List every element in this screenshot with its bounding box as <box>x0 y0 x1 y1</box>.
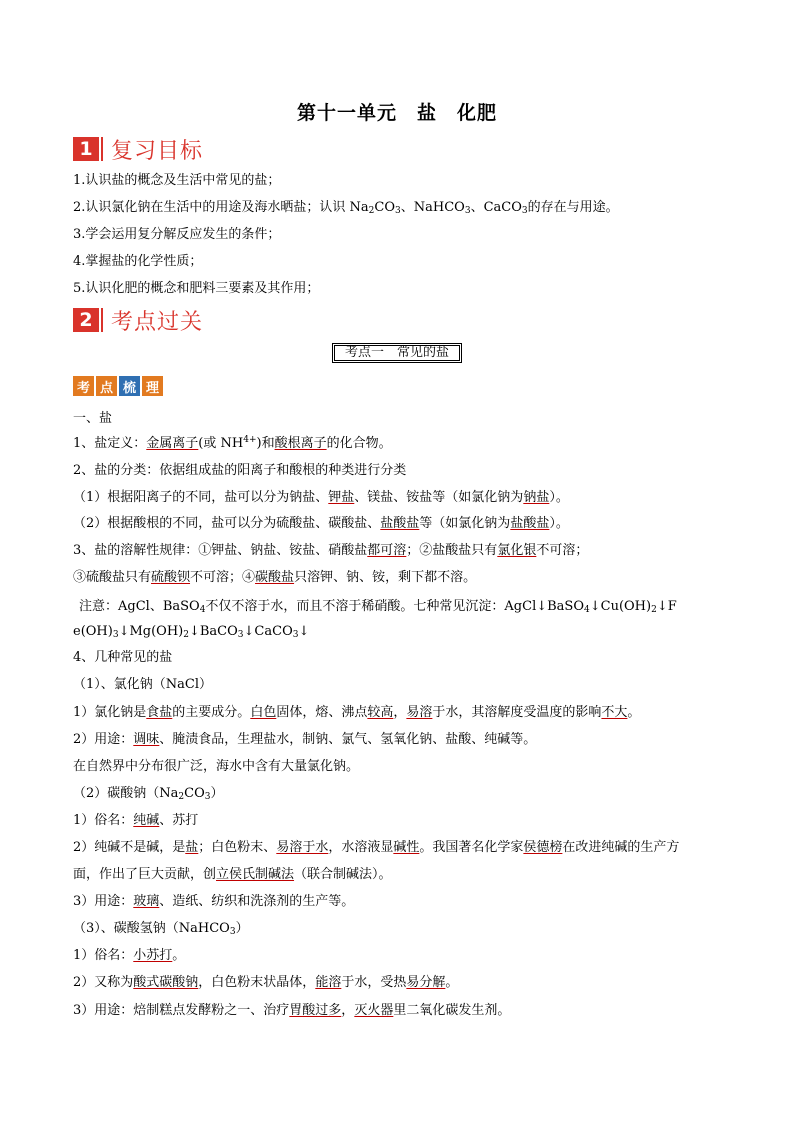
section-review-goals <box>73 136 203 162</box>
line-na2co3-1: 1）俗名：纯碱、苏打 <box>73 813 199 828</box>
line-anion: （2）根据酸根的不同，盐可以分为硫酸盐、碳酸盐、盐酸盐等（如氯化钠为盐酸盐）。 <box>73 516 569 531</box>
section-title: 复习目标 <box>111 138 204 164</box>
line-nahco3-1: 1）俗名：小苏打。 <box>73 948 186 963</box>
section-number-badge: 1 <box>73 137 101 161</box>
kaodian-box: 考点一 常见的盐 <box>332 343 462 363</box>
line-note: 注意：AgCl、BaSO$_4$不仅不溶于水，而且不溶于稀硝酸。七种常见沉淀：$AgCl↓BaSO_4↓Cu(OH)_2↓F$ <box>79 599 677 615</box>
heading-common-salts: 4、几种常见的盐 <box>73 650 173 665</box>
goal-3: 3.学会运用复分解反应发生的条件； <box>73 227 281 242</box>
line-classification: 2、盐的分类：依据组成盐的阳离子和酸根的种类进行分类 <box>73 463 407 478</box>
line-na2co3-2: 2）纯碱不是碱，是盐；白色粉末、易溶于水，水溶液显碱性。我国著名化学家侯德榜在改进纯碱的生产方 <box>73 840 680 855</box>
line-na2co3-3: 面，作出了巨大贡献，创立侯氏制碱法（联合制碱法）。 <box>73 867 392 882</box>
line-na2co3-4: 3）用途：玻璃、造纸、纺织和洗涤剂的生产等。 <box>73 894 355 909</box>
tag-li: 理 <box>142 376 163 396</box>
kaodian-shuli-tags <box>73 376 163 396</box>
goal-2: 2.认识氯化钠在生活中的用途及海水晒盐；认识 $Na_2CO_3$、NaHCO$_3$、CaCO$_3$的存在与用途。 <box>73 200 619 216</box>
tag-kao: 考 <box>73 376 94 396</box>
line-cation: （1）根据阳离子的不同，盐可以分为钠盐、钾盐、镁盐、铵盐等（如氯化钠为钠盐）。 <box>73 490 569 505</box>
line-note-cont: $e(OH)_3↓Mg(OH)_2↓BaCO_3↓CaCO_3↓$ <box>73 624 310 640</box>
line-nahco3-3: 3）用途：焙制糕点发酵粉之一、治疗胃酸过多，灭火器里二氧化碳发生剂。 <box>73 1003 511 1018</box>
tag-dian: 点 <box>96 376 117 396</box>
line-nahco3-2: 2）又称为酸式碳酸钠，白色粉末状晶体，能溶于水，受热易分解。 <box>73 975 459 990</box>
section-number-badge: 2 <box>73 308 101 332</box>
page-title: 第十一单元 盐 化肥 <box>296 102 497 124</box>
line-definition: 1、盐定义：金属离子(或 $NH^{4+}$)和酸根离子的化合物。 <box>73 435 392 451</box>
line-nacl-3: 在自然界中分布很广泛，海水中含有大量氯化钠。 <box>73 759 360 774</box>
tag-shu: 梳 <box>119 376 140 396</box>
heading-nahco3: （3）、碳酸氢钠（NaHCO$_3$） <box>73 921 249 937</box>
goal-4: 4.掌握盐的化学性质； <box>73 254 203 269</box>
heading-yan: 一、盐 <box>73 411 113 426</box>
line-nacl-1: 1）氯化钠是食盐的主要成分。白色固体，熔、沸点较高，易溶于水，其溶解度受温度的影响不大。 <box>73 705 641 720</box>
goal-1: 1.认识盐的概念及生活中常见的盐； <box>73 173 281 188</box>
line-nacl-2: 2）用途：调味、腌渍食品，生理盐水，制钠、氯气、氢氧化钠、盐酸、纯碱等。 <box>73 732 537 747</box>
section-kaodian <box>73 307 203 333</box>
line-solubility-2: ③硫酸盐只有硫酸钡不可溶；④碳酸盐只溶钾、钠、铵，剩下都不溶。 <box>73 570 477 585</box>
section-title: 考点过关 <box>111 309 204 335</box>
line-solubility-1: 3、盐的溶解性规律：①钾盐、钠盐、铵盐、硝酸盐都可溶；②盐酸盐只有氯化银不可溶； <box>73 543 589 558</box>
goal-5: 5.认识化肥的概念和肥料三要素及其作用； <box>73 281 320 296</box>
heading-nacl: （1）、氯化钠（NaCl） <box>73 677 213 692</box>
heading-na2co3: （2）碳酸钠$(Na_2CO_3)$ <box>73 786 224 802</box>
